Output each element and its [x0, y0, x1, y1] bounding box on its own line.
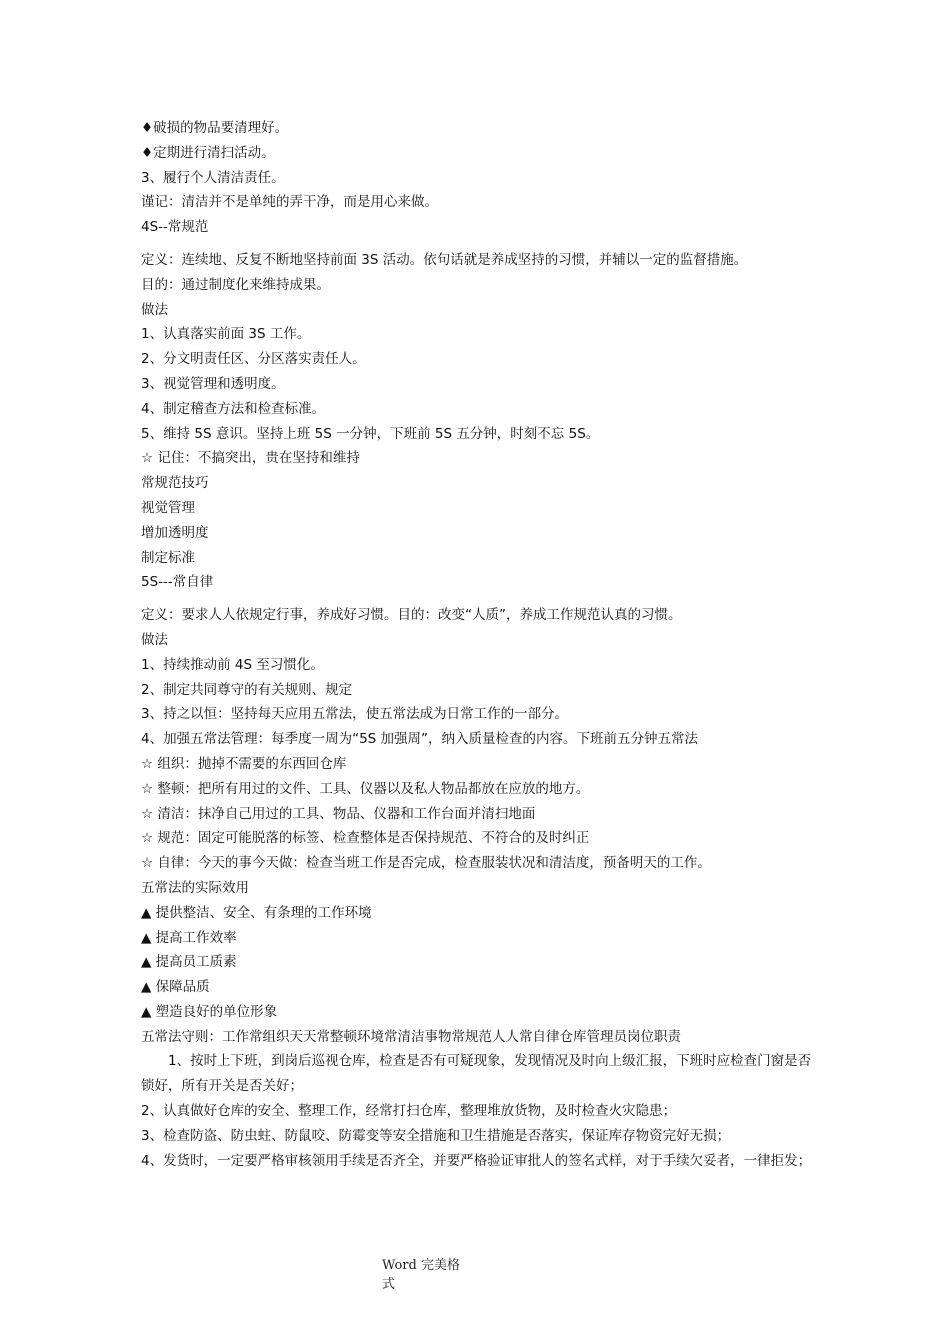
text-line: ☆ 清洁：抹净自己用过的工具、物品、仪器和工作台面并清扫地面	[141, 805, 536, 822]
text-line: 3、视觉管理和透明度。	[141, 375, 285, 392]
text-line: ▲ 提高工作效率	[141, 929, 237, 946]
text-line: 视觉管理	[141, 499, 195, 516]
text-line: 2、制定共同尊守的有关规则、规定	[141, 681, 353, 698]
text-line: ☆ 记住：不搞突出，贵在坚持和维持	[141, 450, 360, 467]
text-line: 5、维持 5S 意识。坚持上班 5S 一分钟，下班前 5S 五分钟，时刻不忘 5S。	[141, 425, 600, 442]
text-line: 五常法的实际效用	[141, 879, 249, 896]
text-line: 4、制定稽查方法和检查标准。	[141, 400, 326, 417]
text-line: ☆ 整顿：把所有用过的文件、工具、仪器以及私人物品都放在应放的地方。	[141, 780, 590, 797]
text-line: 目的：通过制度化来维持成果。	[141, 276, 330, 293]
text-line: ▲ 提高员工质素	[141, 954, 237, 971]
text-paragraph: 1、按时上下班，到岗后巡视仓库，检查是否有可疑现象，发现情况及时向上级汇报，下班时应检查门窗是否锁好，所有开关是否关好；	[141, 1053, 812, 1095]
text-line: 1、持续推动前 4S 至习惯化。	[141, 656, 324, 673]
text-line: 定义：连续地、反复不断地坚持前面 3S 活动。依句话就是养成坚持的习惯，并辅以一定的监督措施。	[141, 251, 748, 268]
text-line: ☆ 规范：固定可能脱落的标签、检查整体是否保持规范、不符合的及时纠正	[141, 830, 590, 847]
text-line: 常规范技巧	[141, 475, 209, 492]
text-line: 增加透明度	[141, 524, 209, 541]
text-line: ♦定期进行清扫活动。	[141, 144, 275, 161]
section-heading-5s: 5S---常自律	[141, 574, 214, 591]
text-line: 2、认真做好仓库的安全、整理工作，经常打扫仓库，整理堆放货物，及时检查火灾隐患；	[141, 1103, 677, 1120]
text-line: ☆ 组织：抛掉不需要的东西回仓库	[141, 755, 347, 772]
document-body	[141, 116, 813, 1173]
footer-line-2: 式	[382, 1277, 396, 1292]
text-line: 3、履行个人清洁责任。	[141, 169, 285, 186]
footer-line-1: Word 完美格	[382, 1258, 460, 1273]
text-line: 做法	[141, 301, 168, 318]
text-line: 4、加强五常法管理：每季度一周为“5S 加强周”，纳入质量检查的内容。下班前五分钟五常法	[141, 731, 699, 748]
text-line: ▲ 提供整洁、安全、有条理的工作环境	[141, 904, 372, 921]
text-line: 2、分文明责任区、分区落实责任人。	[141, 351, 366, 368]
text-line: 3、持之以恒：坚持每天应用五常法，使五常法成为日常工作的一部分。	[141, 706, 569, 723]
text-line: ▲ 保障品质	[141, 979, 210, 996]
text-line: ♦破损的物品要清理好。	[141, 120, 289, 136]
text-line: 1、认真落实前面 3S 工作。	[141, 326, 311, 343]
text-line: 谨记：清洁并不是单纯的弄干净，而是用心来做。	[141, 194, 438, 211]
text-line: 定义：要求人人依规定行事，养成好习惯。目的：改变“人质”，养成工作规范认真的习惯。	[141, 607, 682, 624]
text-paragraph: 4、发货时，一定要严格审核领用手续是否齐全，并要严格验证审批人的签名式样，对于手续欠妥者，一律拒发；	[141, 1152, 812, 1169]
text-line: ☆ 自律：今天的事今天做：检查当班工作是否完成，检查服装状况和清洁度，预备明天的工作。	[141, 855, 711, 872]
text-line: ▲ 塑造良好的单位形象	[141, 1003, 278, 1020]
page-footer	[382, 1256, 460, 1294]
text-line: 制定标准	[141, 549, 195, 566]
section-heading-4s: 4S--常规范	[141, 219, 209, 236]
text-line: 3、检查防盗、防虫蛀、防鼠咬、防霉变等安全措施和卫生措施是否落实，保证库存物资完好无损；	[141, 1127, 731, 1144]
text-line: 五常法守则：工作常组织天天常整顿环境常清洁事物常规范人人常自律仓库管理员岗位职责	[141, 1028, 681, 1045]
text-line: 做法	[141, 631, 168, 648]
